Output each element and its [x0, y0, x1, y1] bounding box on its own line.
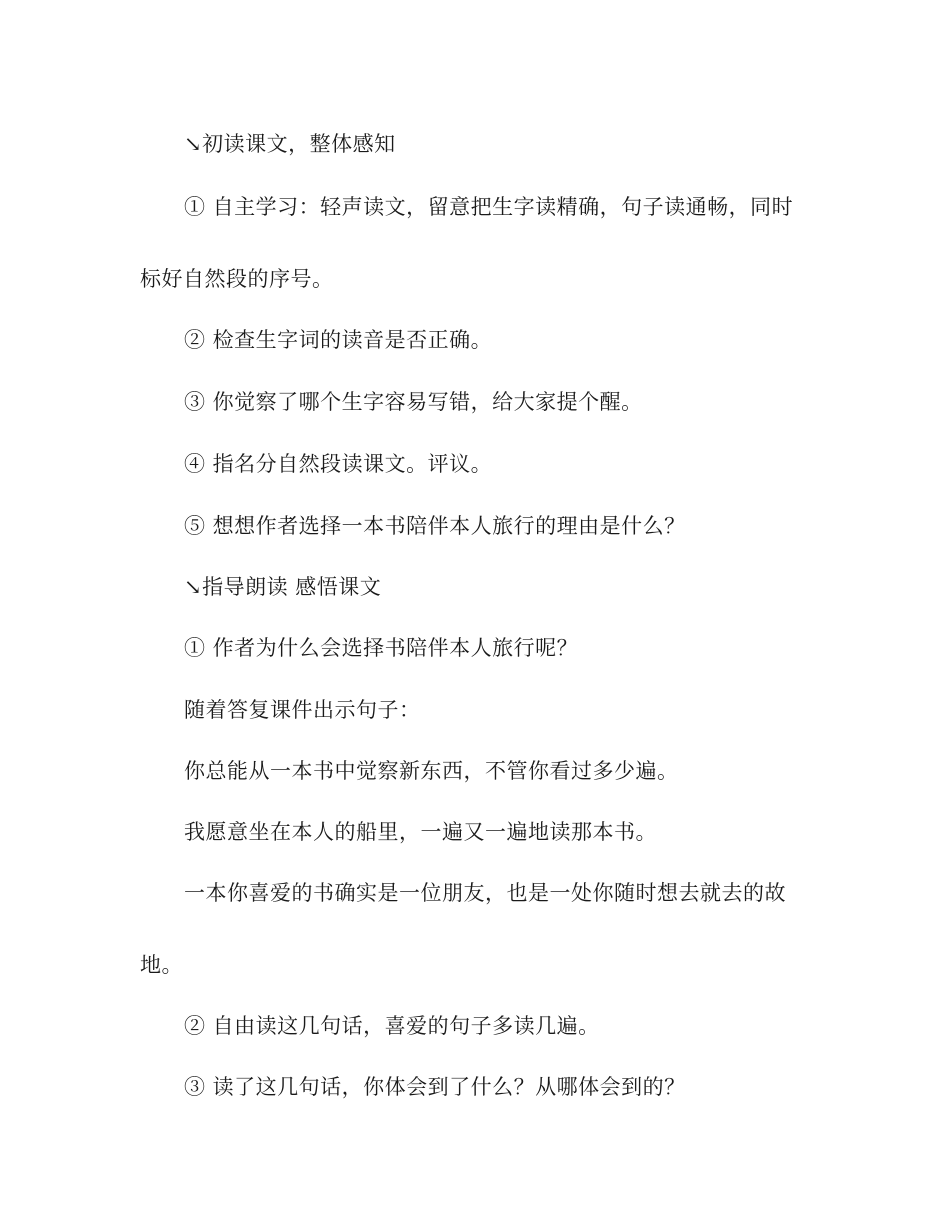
paragraph-line: ③ 读了这几句话，你体会到了什么？从哪体会到的？: [184, 1075, 686, 1099]
paragraph-line: ④ 指名分自然段读课文。评议。: [184, 452, 493, 476]
section-heading-first-reading: ↘初读课文，整体感知: [184, 132, 396, 156]
quoted-sentence: 我愿意坐在本人的船里，一遍又一遍地读那本书。: [184, 820, 657, 844]
paragraph-line: ① 自主学习：轻声读文，留意把生字读精确，句子读通畅，同时: [184, 195, 794, 219]
paragraph-line: ⑤ 想想作者选择一本书陪伴本人旅行的理由是什么？: [184, 514, 686, 538]
quoted-sentence: 你总能从一本书中觉察新东西，不管你看过多少遍。: [184, 759, 679, 783]
section-heading-guided-reading: ↘指导朗读 感悟课文: [184, 575, 382, 599]
paragraph-line: ② 检查生字词的读音是否正确。: [184, 328, 493, 352]
quoted-sentence-continuation: 地。: [140, 953, 183, 977]
quoted-sentence: 一本你喜爱的书确实是一位朋友，也是一处你随时想去就去的故: [184, 881, 786, 905]
paragraph-line: ② 自由读这几句话，喜爱的句子多读几遍。: [184, 1014, 600, 1038]
paragraph-line: ③ 你觉察了哪个生字容易写错，给大家提个醒。: [184, 390, 643, 414]
paragraph-line: ① 作者为什么会选择书陪伴本人旅行呢？: [184, 636, 579, 660]
paragraph-line-continuation: 标好自然段的序号。: [140, 267, 334, 291]
paragraph-line: 随着答复课件出示句子：: [184, 698, 421, 722]
